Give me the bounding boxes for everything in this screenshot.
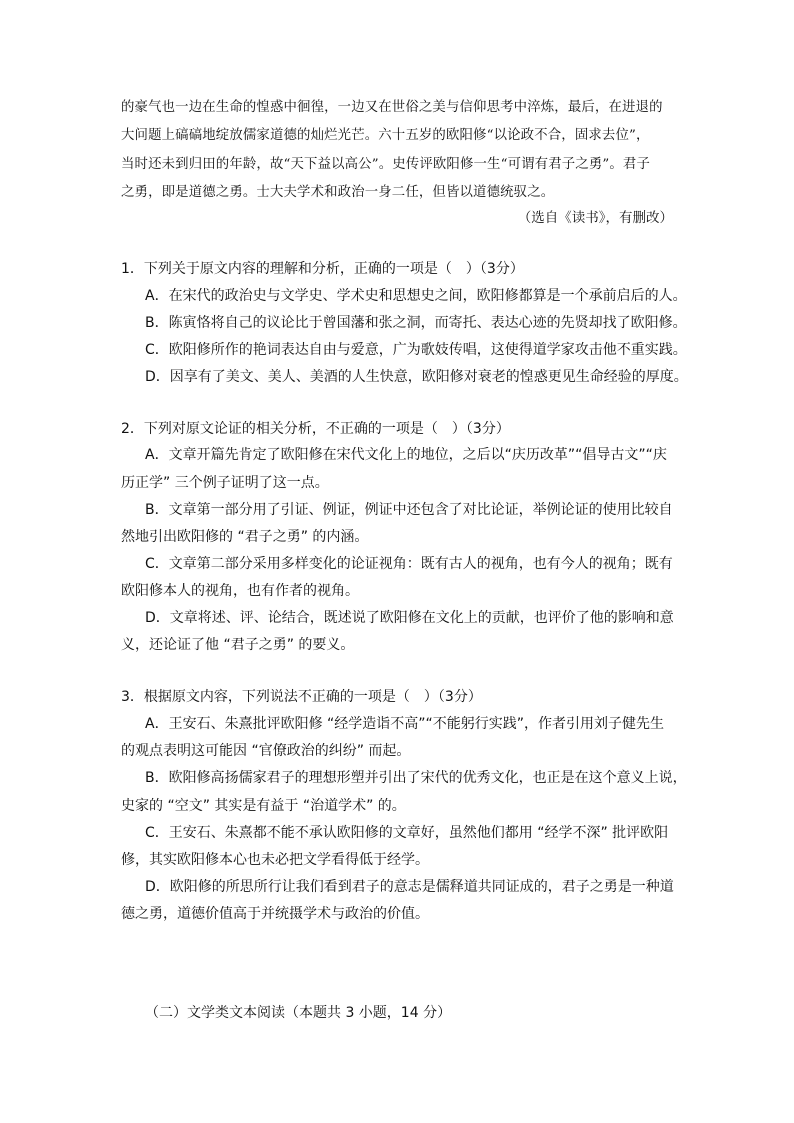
question-3-line: 修，其实欧阳修本心也未必把文学看得低于经学。 (121, 852, 429, 868)
question-2-line: C．文章第二部分采用多样变化的论证视角：既有古人的视角，也有今人的视角；既有 (145, 556, 673, 572)
question-3-line: 的观点表明这可能因 “官僚政治的纠纷” 而起。 (121, 743, 411, 759)
question-3-line: D．欧阳修的所思所行让我们看到君子的意志是儒释道共同证成的，君子之勇是一种道 (145, 879, 674, 895)
section-heading: （二）文学类文本阅读（本题共 3 小题，14 分） (145, 1005, 452, 1021)
question-3-line: 德之勇，道德价值高于并统摄学术与政治的价值。 (121, 906, 429, 922)
question-1-option-c: C．欧阳修所作的艳词表达自由与爱意，广为歌妓传唱，这使得道学家攻击他不重实践。 (145, 342, 687, 358)
question-3-line: A．王安石、朱熹批评欧阳修 “经学造诣不高”“不能躬行实践”，作者引用刘子健先生 (145, 716, 665, 732)
question-1-stem: 1．下列关于原文内容的理解和分析，正确的一项是（ ）（3分） (121, 261, 524, 277)
question-3-line: B．欧阳修高扬儒家君子的理想形塑并引出了宋代的优秀文化，也正是在这个意义上说， (145, 770, 687, 786)
question-2-line: 历正学” 三个例子证明了这一点。 (121, 475, 329, 491)
passage-source: （选自《读书》，有删改） (517, 210, 673, 226)
question-2-line: B．文章第一部分用了引证、例证，例证中还包含了对比论证，举例论证的使用比较自 (145, 502, 673, 518)
question-2-line: 义，还论证了他 “君子之勇” 的要义。 (121, 637, 355, 653)
passage-line: 之勇，即是道德之勇。士大夫学术和政治一身二任，但皆以道德统驭之。 (121, 185, 555, 200)
question-2-line: A．文章开篇先肯定了欧阳修在宋代文化上的地位，之后以“庆历改革”“倡导古文”“庆 (145, 447, 667, 463)
question-1-option-d: D．因享有了美文、美人、美酒的人生快意，欧阳修对衰老的惶惑更见生命经验的厚度。 (145, 369, 688, 385)
question-1-option-a: A．在宋代的政治史与文学史、学术史和思想史之间，欧阳修都算是一个承前启后的人。 (145, 288, 687, 304)
passage-line: 当时还未到归田的年龄，故“天下益以高公”。史传评欧阳修一生“可谓有君子之勇”。君子 (121, 157, 650, 172)
question-2-line: D．文章将述、评、论结合，既述说了欧阳修在文化上的贡献，也评价了他的影响和意 (145, 610, 674, 626)
question-3-line: C．王安石、朱熹都不能不承认欧阳修的文章好，虽然他们都用 “经学不深” 批评欧阳 (145, 825, 669, 841)
question-2-stem: 2．下列对原文论证的相关分析，不正确的一项是（ ）（3分） (121, 421, 510, 437)
question-3-line: 史家的 “空文” 其实是有益于 “治道学术” 的。 (121, 798, 406, 814)
question-3-stem: 3．根据原文内容，下列说法不正确的一项是（ ）（3分） (121, 689, 482, 705)
question-2-line: 欧阳修本人的视角，也有作者的视角。 (121, 583, 359, 599)
question-2-line: 然地引出欧阳修的 “君子之勇” 的内涵。 (121, 529, 369, 545)
question-1-option-b: B．陈寅恪将自己的议论比于曾国藩和张之洞，而寄托、表达心迹的先贤却找了欧阳修。 (145, 315, 687, 331)
passage-line: 大问题上碻碻地绽放儒家道德的灿烂光芒。六十五岁的欧阳修“以论政不合，固求去位”， (121, 128, 650, 143)
passage-line: 的豪气也一边在生命的惶惑中徊徨，一边又在世俗之美与信仰思考中淬炼，最后，在进退的 (121, 100, 663, 115)
